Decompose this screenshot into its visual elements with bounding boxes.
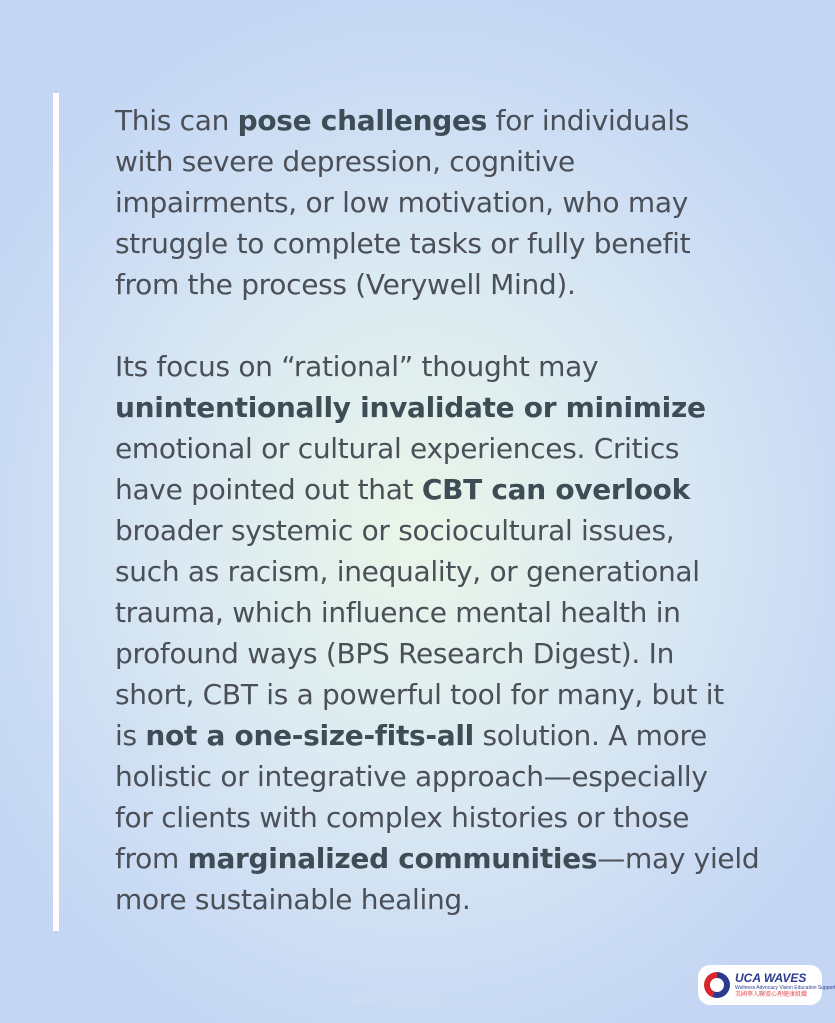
text-run: struggle to complete tasks or fully benefit (115, 227, 691, 260)
text-line (115, 100, 775, 141)
text-run: solution. A more (473, 719, 707, 752)
text-run: from the process (Verywell Mind). (115, 268, 576, 301)
logo-subtitle: Wellness Advocacy Vision Education Support (735, 985, 835, 991)
bold-text-run: not a one-size-fits-all (145, 719, 474, 752)
waves-logo-icon (704, 972, 730, 998)
text-line (115, 141, 775, 182)
text-run: short, CBT is a powerful tool for many, but it (115, 678, 724, 711)
text-line (115, 469, 775, 510)
uca-waves-logo (698, 965, 835, 1005)
text-run: for individuals (487, 104, 690, 137)
text-run: broader systemic or sociocultural issues, (115, 514, 675, 547)
text-run: such as racism, inequality, or generational (115, 555, 700, 588)
text-run: with severe depression, cognitive (115, 145, 575, 178)
text-run: is (115, 719, 146, 752)
text-line (115, 182, 775, 223)
logo-subtitle-chinese: 美國華人聯盟心理健康組織 (735, 992, 808, 998)
text-line (115, 223, 775, 264)
text-line (115, 346, 775, 387)
text-run: trauma, which influence mental health in (115, 596, 681, 629)
accent-bar (53, 93, 59, 931)
bold-text-run: CBT can overlook (421, 473, 690, 506)
text-line (115, 715, 775, 756)
text-run: from (115, 842, 188, 875)
text-line (115, 510, 775, 551)
text-run: Its focus on “rational” thought may (115, 350, 599, 383)
article-body (115, 100, 775, 920)
text-run: profound ways (BPS Research Digest). In (115, 637, 675, 670)
text-run: holistic or integrative approach—especially (115, 760, 708, 793)
social-handle: @uca.waves (352, 991, 442, 1007)
text-line (115, 551, 775, 592)
text-line (115, 428, 775, 469)
text-run: —may yield (597, 842, 760, 875)
text-line (115, 838, 775, 879)
text-run: This can (115, 104, 238, 137)
paragraph-2 (115, 346, 775, 920)
bold-text-run: pose challenges (237, 104, 488, 137)
text-line (115, 387, 775, 428)
text-line (115, 879, 775, 920)
text-run: more sustainable healing. (115, 883, 471, 916)
text-line (115, 264, 775, 305)
bold-text-run: marginalized communities (187, 842, 598, 875)
bold-text-run: unintentionally invalidate or minimize (115, 391, 706, 424)
text-line (115, 674, 775, 715)
text-line (115, 797, 775, 838)
paragraph-1 (115, 100, 775, 305)
logo-text (735, 972, 835, 998)
text-line (115, 592, 775, 633)
logo-title: UCA WAVES (735, 971, 807, 985)
text-line (115, 633, 775, 674)
text-run: have pointed out that (115, 473, 422, 506)
text-run: for clients with complex histories or those (115, 801, 690, 834)
text-line (115, 756, 775, 797)
text-run: impairments, or low motivation, who may (115, 186, 688, 219)
text-run: emotional or cultural experiences. Critics (115, 432, 680, 465)
